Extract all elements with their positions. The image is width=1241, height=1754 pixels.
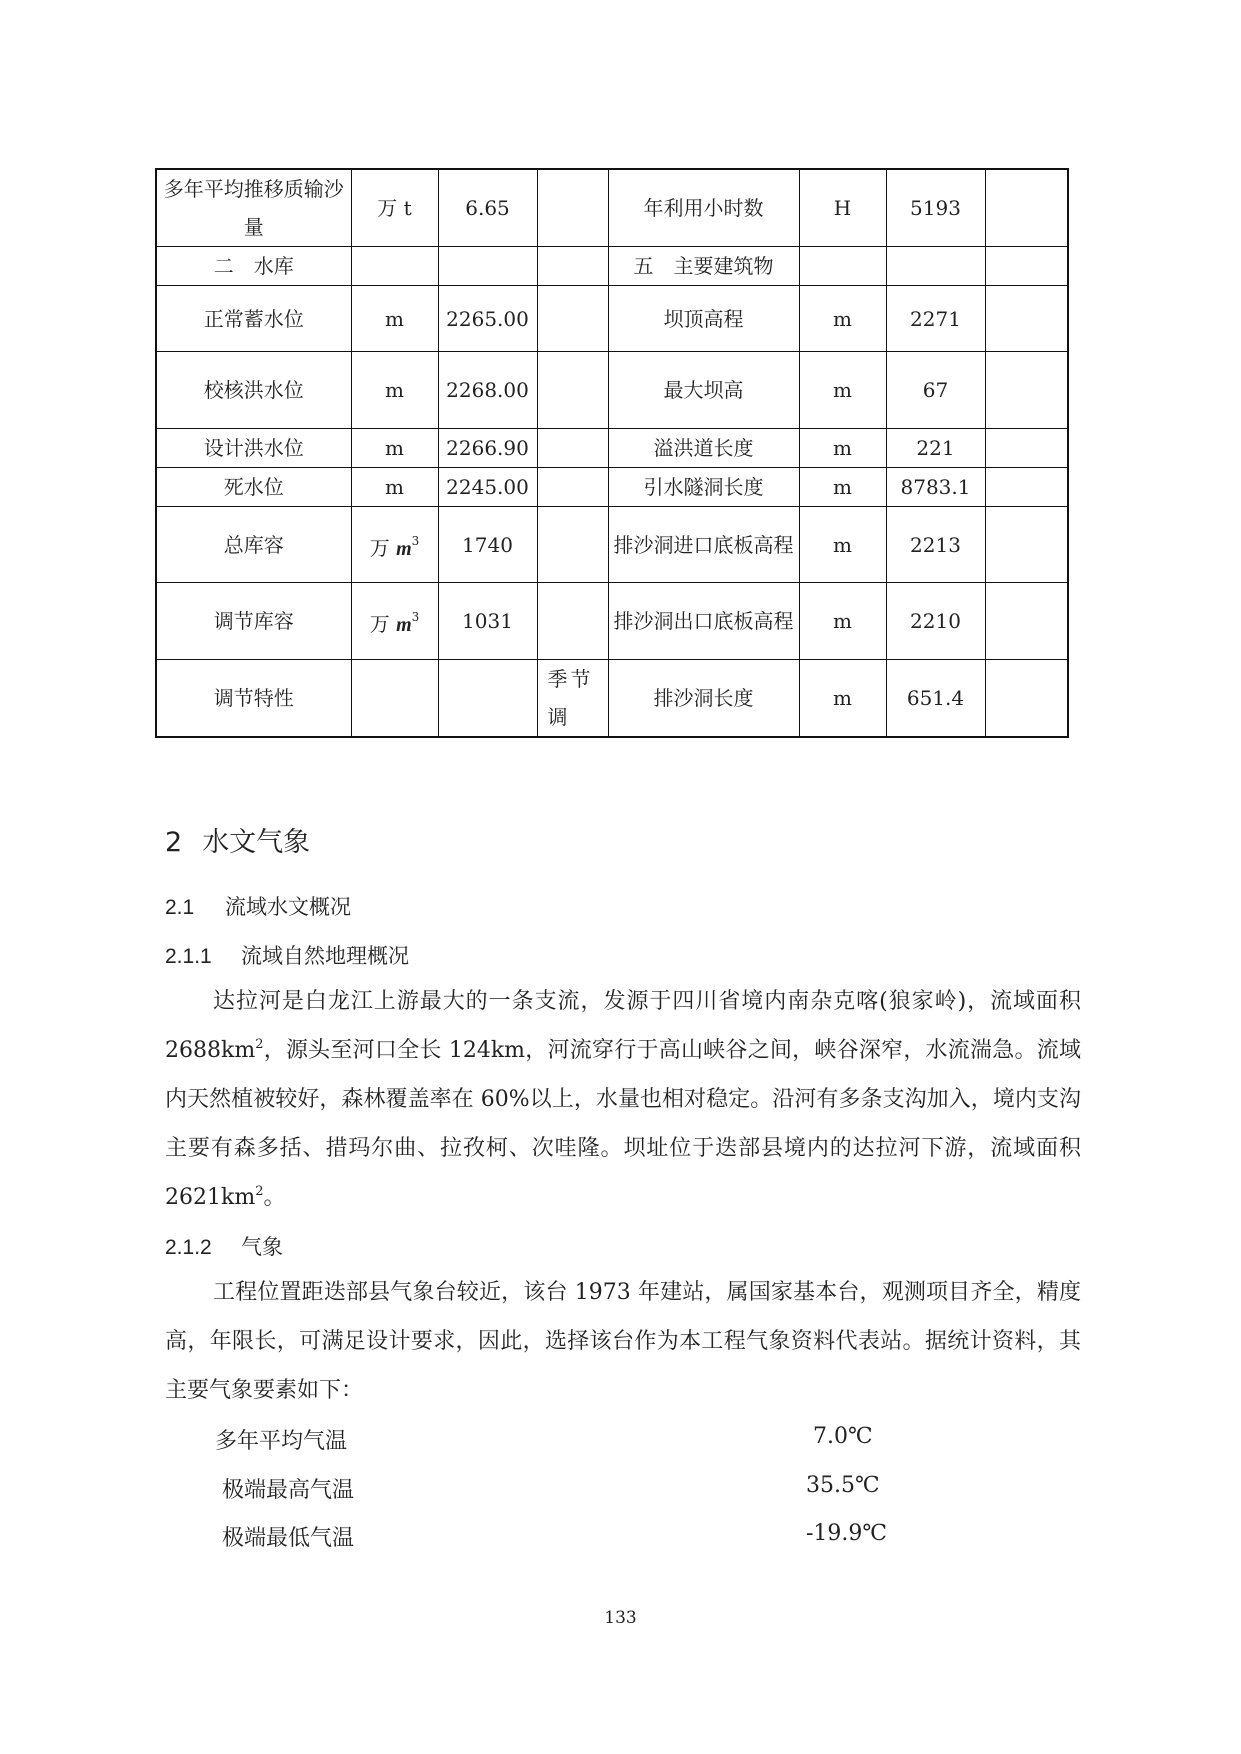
- note-cell: [537, 352, 608, 429]
- section-heading-cell: 五 主要建筑物: [608, 247, 799, 286]
- climate-label: 多年平均气温: [215, 1429, 348, 1454]
- unit-cell: [351, 660, 438, 738]
- param-name-cell: 死水位: [156, 468, 351, 507]
- table-row: [156, 507, 1068, 583]
- param-name-cell: 排沙洞进口底板高程: [608, 507, 799, 583]
- unit-symbol: m: [396, 537, 412, 560]
- parameter-table: [155, 168, 1069, 738]
- unit-prefix: 万: [369, 535, 390, 560]
- unit-prefix: 万: [369, 612, 390, 636]
- value-cell: [438, 660, 537, 738]
- table-row: [156, 660, 1068, 738]
- value-cell: 6.65: [438, 169, 537, 247]
- note-cell: [985, 429, 1068, 468]
- subsubsection-number: 2.1.2: [165, 1236, 212, 1259]
- note-cell: [537, 286, 608, 352]
- value-cell: 1031: [438, 583, 537, 660]
- climate-value: 7.0℃: [813, 1424, 873, 1449]
- param-name-cell: 正常蓄水位: [156, 286, 351, 352]
- climate-item: [222, 1473, 922, 1503]
- value-cell: 2265.00: [438, 286, 537, 352]
- note-cell: [985, 169, 1068, 247]
- table-row: [156, 429, 1068, 468]
- table-row: [156, 247, 1068, 286]
- unit-cell: m: [799, 507, 886, 583]
- note-cell: [985, 507, 1068, 583]
- unit-cell: [799, 247, 886, 286]
- value-cell: 2210: [886, 583, 985, 660]
- subsubsection-title: 流域自然地理概况: [241, 944, 409, 968]
- note-cell: [985, 352, 1068, 429]
- param-name-cell: 总库容: [156, 507, 351, 583]
- unit-cell: m: [799, 352, 886, 429]
- note-cell: [537, 247, 608, 286]
- section-number: 2: [165, 827, 183, 858]
- value-cell: 2271: [886, 286, 985, 352]
- subsubsection-heading: [165, 940, 409, 970]
- note-cell: [537, 468, 608, 507]
- body-paragraph: 达拉河是白龙江上游最大的一条支流，发源于四川省境内南杂克喀(狼家岭)，流域面积 $2688km^2$，源头至河口全长 124km，河流穿行于高山峡谷之间，峡谷深窄，水流湍急。流域内天然植被较好，森林覆盖率在 60%以上，水量也相对稳定。沿河有多条支沟加入，境内支沟主要有森多括、措玛尔曲、拉孜柯、次哇隆。坝址位于迭部县境内的达拉河下游，流域面积 $2621km^2$。: [165, 989, 1081, 1210]
- note-cell: [537, 583, 608, 660]
- climate-item: [222, 1521, 922, 1551]
- unit-cell: m: [351, 429, 438, 468]
- note-cell: [537, 429, 608, 468]
- subsubsection-number: 2.1.1: [165, 945, 212, 968]
- unit-cell: 万 t: [351, 169, 438, 247]
- page-number: 133: [604, 1608, 637, 1628]
- note-cell: 季节调: [537, 660, 608, 738]
- param-name-cell: 调节库容: [156, 583, 351, 660]
- climate-item: [215, 1424, 915, 1454]
- subsection-heading: [165, 891, 351, 921]
- unit-cell: m: [799, 660, 886, 738]
- unit-symbol: m: [396, 614, 412, 636]
- climate-label: 极端最高气温: [222, 1478, 355, 1503]
- unit-cell: m: [799, 286, 886, 352]
- section-title: 水文气象: [202, 827, 311, 858]
- subsection-number: 2.1: [165, 896, 195, 919]
- param-name-cell: 溢洪道长度: [608, 429, 799, 468]
- body-paragraph: 工程位置距迭部县气象台较近，该台 1973 年建站，属国家基本台，观测项目齐全，精度高，年限长，可满足设计要求，因此，选择该台作为本工程气象资料代表站。据统计资料，其主要气象要素如下：: [165, 1280, 1081, 1403]
- param-name-cell: 排沙洞出口底板高程: [608, 583, 799, 660]
- unit-exponent: 3: [411, 610, 420, 624]
- param-name-cell: 引水隧洞长度: [608, 468, 799, 507]
- table-row: [156, 169, 1068, 247]
- param-name-cell: 调节特性: [156, 660, 351, 738]
- param-name-cell: 坝顶高程: [608, 286, 799, 352]
- value-cell: 651.4: [886, 660, 985, 738]
- param-name-cell: 最大坝高: [608, 352, 799, 429]
- table-row: [156, 352, 1068, 429]
- unit-cell: m: [799, 468, 886, 507]
- unit-cell: [351, 507, 438, 583]
- param-name-cell: 年利用小时数: [608, 169, 799, 247]
- unit-cell: m: [351, 468, 438, 507]
- note-cell: [985, 468, 1068, 507]
- note-cell: [985, 247, 1068, 286]
- climate-value: 35.5℃: [806, 1473, 880, 1498]
- value-cell: 2245.00: [438, 468, 537, 507]
- section-heading: [165, 820, 310, 859]
- unit-cell: H: [799, 169, 886, 247]
- table-row: [156, 468, 1068, 507]
- note-cell: [985, 583, 1068, 660]
- value-cell: 221: [886, 429, 985, 468]
- value-cell: 2268.00: [438, 352, 537, 429]
- value-cell: 2213: [886, 507, 985, 583]
- note-cell: [985, 286, 1068, 352]
- unit-exponent: 3: [411, 533, 420, 548]
- unit-cell: [351, 583, 438, 660]
- param-name-cell: 排沙洞长度: [608, 660, 799, 738]
- value-cell: [438, 247, 537, 286]
- subsubsection-heading: [165, 1231, 283, 1261]
- unit-cell: m: [351, 352, 438, 429]
- value-cell: 8783.1: [886, 468, 985, 507]
- value-cell: 2266.90: [438, 429, 537, 468]
- unit-cell: [351, 247, 438, 286]
- subsubsection-title: 气象: [241, 1235, 283, 1259]
- param-name-cell: 多年平均推移质输沙量: [156, 169, 351, 247]
- note-cell: [537, 169, 608, 247]
- subsection-title: 流域水文概况: [225, 895, 351, 919]
- section-heading-cell: 二 水库: [156, 247, 351, 286]
- note-cell: [537, 507, 608, 583]
- climate-label: 极端最低气温: [222, 1526, 355, 1551]
- unit-cell: m: [799, 429, 886, 468]
- param-name-cell: 设计洪水位: [156, 429, 351, 468]
- unit-cell: m: [799, 583, 886, 660]
- table-row: [156, 583, 1068, 660]
- climate-value: -19.9℃: [806, 1521, 888, 1546]
- note-cell: [985, 660, 1068, 738]
- value-cell: 67: [886, 352, 985, 429]
- param-name-cell: 校核洪水位: [156, 352, 351, 429]
- value-cell: 5193: [886, 169, 985, 247]
- unit-cell: m: [351, 286, 438, 352]
- value-cell: 1740: [438, 507, 537, 583]
- table-row: [156, 286, 1068, 352]
- value-cell: [886, 247, 985, 286]
